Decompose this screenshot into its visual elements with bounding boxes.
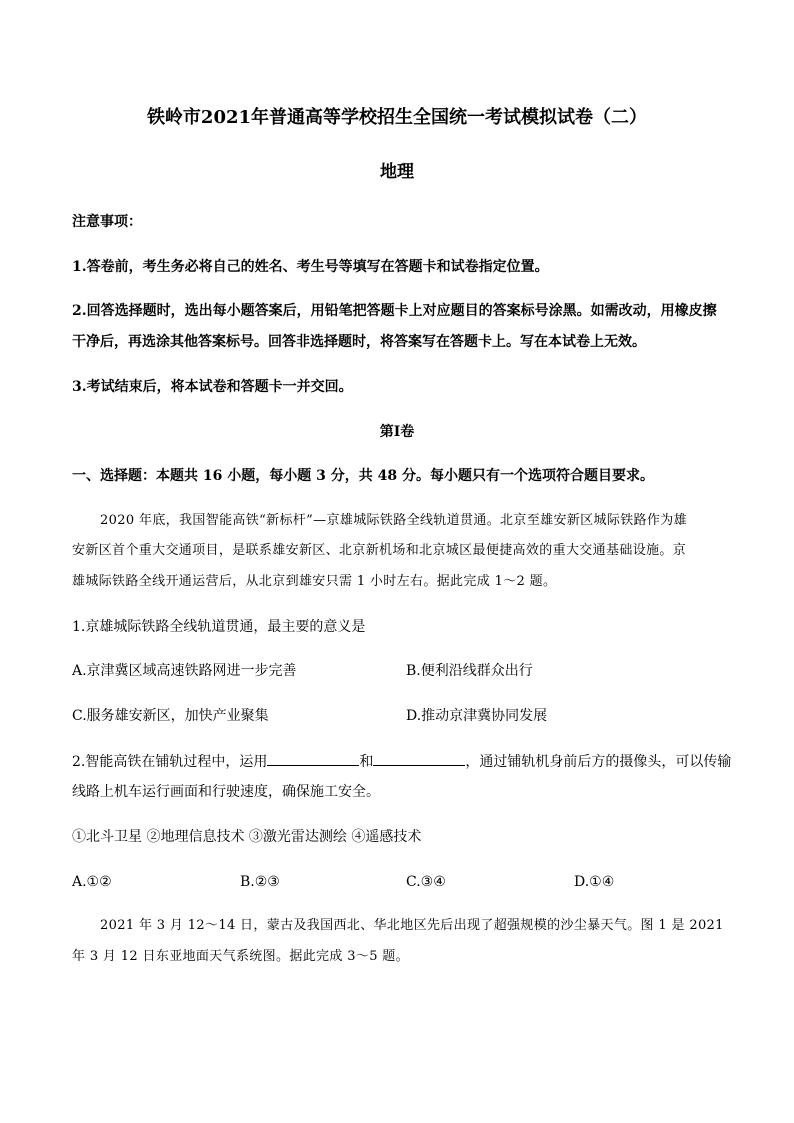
question-1-stem: 1.京雄城际铁路全线轨道贯通，最主要的意义是 bbox=[72, 619, 366, 635]
notice-item-2-line-2: 干净后，再选涂其他答案标号。回答非选择题时，将答案写在答题卡上。写在本试卷上无效。 bbox=[72, 334, 646, 350]
question-1-option-b: B.便利沿线群众出行 bbox=[406, 663, 533, 679]
part-heading: 第Ⅰ卷 bbox=[379, 424, 415, 440]
question-2-option-c: C.③④ bbox=[406, 874, 446, 890]
question-2-items: ①北斗卫星 ②地理信息技术 ③激光雷达测绘 ④遥感技术 bbox=[72, 829, 422, 845]
question-2-stem-part-3: ，通过铺轨机身前后方的摄像头，可以传输 bbox=[465, 754, 732, 770]
notice-item-1: 1.答卷前，考生务必将自己的姓名、考生号等填写在答题卡和试卷指定位置。 bbox=[72, 259, 549, 275]
question-1-option-a: A.京津冀区域高速铁路网进一步完善 bbox=[72, 663, 297, 679]
question-2-stem-line-2: 线路上机车运行画面和行驶速度，确保施工安全。 bbox=[72, 784, 380, 800]
passage-1-line-3: 雄城际铁路全线开通运营后，从北京到雄安只需 1 小时左右。据此完成 1～2 题。 bbox=[72, 574, 557, 589]
question-2-stem-part-1: 2.智能高铁在铺轨过程中，运用 bbox=[72, 754, 268, 770]
notice-item-3: 3.考试结束后，将本试卷和答题卡一并交回。 bbox=[72, 379, 353, 395]
question-2-option-a: A.①② bbox=[72, 874, 112, 890]
notice-item-2-line-1: 2.回答选择题时，选出每小题答案后，用铅笔把答题卡上对应题目的答案标号涂黑。如需改动，用橡皮擦 bbox=[72, 303, 717, 319]
exam-title: 铁岭市2021年普通高等学校招生全国统一考试模拟试卷（二） bbox=[146, 107, 648, 128]
question-2-stem-part-2: 和 bbox=[359, 754, 374, 770]
passage-1-line-2: 安新区首个重大交通项目，是联系雄安新区、北京新机场和北京城区最便捷高效的重大交通基础设施。京 bbox=[72, 543, 687, 558]
question-2-option-b: B.②③ bbox=[240, 874, 280, 890]
question-1-option-d: D.推动京津冀协同发展 bbox=[406, 708, 548, 724]
question-1-option-c: C.服务雄安新区，加快产业聚集 bbox=[72, 708, 269, 724]
answer-blank-2 bbox=[373, 751, 465, 766]
passage-1-line-1: 2020 年底，我国智能高铁“新标杆”—京雄城际铁路全线轨道贯通。北京至雄安新区城际铁路作为雄 bbox=[100, 513, 687, 528]
notice-heading: 注意事项： bbox=[72, 214, 142, 230]
answer-blank-1 bbox=[267, 751, 359, 766]
question-2-stem-line-1 bbox=[72, 751, 731, 772]
subject-title: 地理 bbox=[380, 162, 414, 182]
question-2-option-d: D.①④ bbox=[574, 874, 615, 890]
section-heading: 一、选择题：本题共 16 小题，每小题 3 分，共 48 分。每小题只有一个选项符合题目要求。 bbox=[72, 468, 654, 484]
passage-2-line-1: 2021 年 3 月 12～14 日，蒙古及我国西北、华北地区先后出现了超强规模的沙尘暴天气。图 1 是 2021 bbox=[100, 918, 724, 933]
passage-2-line-2: 年 3 月 12 日东亚地面天气系统图。据此完成 3～5 题。 bbox=[72, 949, 409, 964]
